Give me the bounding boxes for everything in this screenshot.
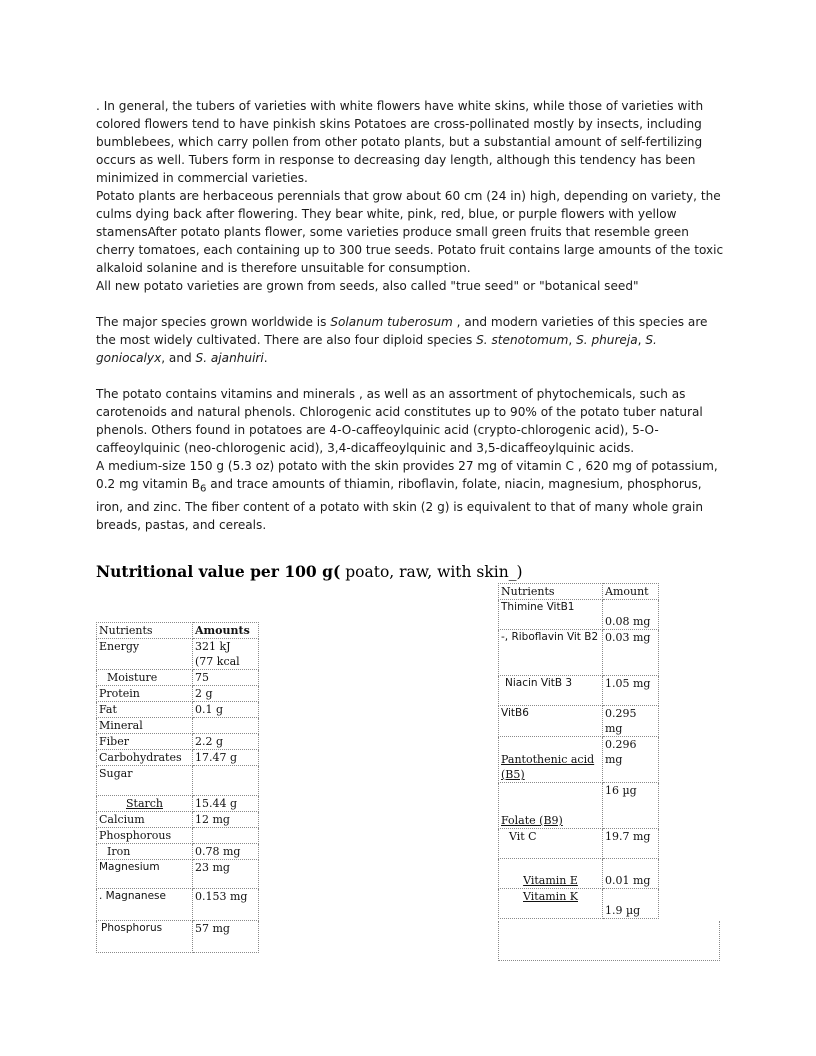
amount-cell: 321 kJ (77 kcal — [193, 639, 259, 670]
nutrient-cell: Phosphorus — [97, 921, 193, 953]
nutrient-cell: . Magnanese — [97, 889, 193, 921]
nutrition-table-right — [498, 583, 659, 919]
amount-cell: 0.08 mg — [603, 600, 659, 630]
table-row — [499, 706, 659, 737]
header-cell: Nutrients — [97, 623, 193, 639]
table-row — [97, 670, 259, 686]
amount-cell: 0.153 mg — [193, 889, 259, 921]
amount-cell: 75 — [193, 670, 259, 686]
table-row — [499, 783, 659, 829]
amount-cell: 17.47 g — [193, 750, 259, 766]
amount-cell: 12 mg — [193, 812, 259, 828]
amount-cell — [193, 828, 259, 844]
header-cell: Amount — [603, 584, 659, 600]
nutrition-table-left — [96, 622, 259, 953]
amount-cell: 0.78 mg — [193, 844, 259, 860]
table-row — [97, 860, 259, 889]
amount-cell: 2.2 g — [193, 734, 259, 750]
amount-cell: 0.295 mg — [603, 706, 659, 737]
amount-cell: 16 µg — [603, 783, 659, 829]
paragraph-plant-description: Potato plants are herbaceous perennials that grow about 60 cm (24 in) high, depending on variety, the culms dying back after flowering. They bear white, pink, red, blue, or purple flowers with yellow stamensAfter potato plants flower, some varieties produce small green fruits that resemble green cherry tomatoes, each containing up to 300 true seeds. Potato fruit contains large amounts of the toxic alkaloid solanine and is therefore unsuitable for consumption. — [96, 189, 724, 275]
amount-cell: 0.1 g — [193, 702, 259, 718]
amount-cell — [193, 766, 259, 796]
paragraph-vitamins: A medium-size 150 g (5.3 oz) potato with the skin provides 27 mg of vitamin C , 620 mg of potassium, 0.2 mg vitamin $B_6$ and trace amounts of thiamin, riboflavin, folate, niacin, magnesium, phosphorus, iron, and zinc. The fiber content of a potato with skin (2 g) is equivalent to that of many whole grain breads, pastas, and cereals. — [96, 459, 718, 533]
table-row — [499, 737, 659, 783]
amount-cell: 19.7 mg — [603, 829, 659, 859]
nutrient-cell: Pantothenic acid (B5) — [499, 737, 603, 783]
paragraph-seeds: All new potato varieties are grown from seeds, also called "true seed" or "botanical seed" — [96, 279, 639, 293]
amount-cell: 0.01 mg — [603, 859, 659, 889]
amount-cell — [193, 718, 259, 734]
table-row — [499, 889, 659, 919]
header-cell: Amounts — [193, 623, 259, 639]
nutrient-cell: Iron — [97, 844, 193, 860]
amount-cell: 1.05 mg — [603, 676, 659, 706]
nutrient-cell: Carbohydrates — [97, 750, 193, 766]
table-row — [499, 600, 659, 630]
nutrient-cell: -, Riboflavin Vit B2 — [499, 630, 603, 676]
nutrient-cell: Folate (B9) — [499, 783, 603, 829]
table-row — [97, 766, 259, 796]
table-row — [97, 844, 259, 860]
nutrient-cell: Energy — [97, 639, 193, 670]
nutrient-cell: Magnesium — [97, 860, 193, 889]
table-row — [97, 734, 259, 750]
nutrient-cell: Starch — [97, 796, 193, 812]
nutrient-cell: Protein — [97, 686, 193, 702]
nutrient-cell: Mineral — [97, 718, 193, 734]
paragraph-phytochemicals: The potato contains vitamins and minerals , as well as an assortment of phytochemicals, such as carotenoids and natural phenols. Chlorogenic acid constitutes up to 90% of the potato tuber natural phenols. Others found in potatoes are 4-O-caffeoylquinic acid (crypto-chlorogenic acid), 5-O-caffeoylquinic (neo-chlorogenic acid), 3,4-dicaffeoylquinic and 3,5-dicaffeoylquinic acids. — [96, 387, 703, 455]
nutrition-heading: Nutritional value per 100 g( poato, raw, with skin_) — [96, 562, 523, 581]
amount-cell: 57 mg — [193, 921, 259, 953]
header-cell: Nutrients — [499, 584, 603, 600]
table-row — [97, 639, 259, 670]
nutrient-cell: Moisture — [97, 670, 193, 686]
amount-cell: 0.296 mg — [603, 737, 659, 783]
table-header-row — [97, 623, 259, 639]
nutrient-cell: VitB6 — [499, 706, 603, 737]
nutrient-cell: Vitamin E — [499, 859, 603, 889]
nutrient-cell: Vitamin K — [499, 889, 603, 919]
table-row — [97, 812, 259, 828]
amount-cell: 1.9 µg — [603, 889, 659, 919]
nutrient-cell: Thimine VitB1 — [499, 600, 603, 630]
table-row — [97, 702, 259, 718]
table-row — [499, 829, 659, 859]
amount-cell: 15.44 g — [193, 796, 259, 812]
amount-cell: 2 g — [193, 686, 259, 702]
paragraph-species: The major species grown worldwide is Solanum tuberosum , and modern varieties of this species are the most widely cultivated. There are also four diploid species S. stenotomum, S. phureja, S. goniocalyx, and S. ajanhuiri. — [96, 315, 708, 365]
table-row — [97, 828, 259, 844]
table-header-row — [499, 584, 659, 600]
table-row — [97, 796, 259, 812]
nutrient-cell: Niacin VitB 3 — [499, 676, 603, 706]
table-row — [499, 630, 659, 676]
nutrient-cell: Phosphorous — [97, 828, 193, 844]
table-row — [97, 750, 259, 766]
table-row — [97, 889, 259, 921]
table-row — [97, 921, 259, 953]
amount-cell: 23 mg — [193, 860, 259, 889]
nutrient-cell: Fat — [97, 702, 193, 718]
nutrient-cell: Fiber — [97, 734, 193, 750]
body-text — [96, 97, 726, 534]
nutrient-cell: Vit C — [499, 829, 603, 859]
paragraph-flowers-pollination: . In general, the tubers of varieties with white flowers have white skins, while those of varieties with colored flowers tend to have pinkish skins Potatoes are cross-pollinated mostly by insects, including bumblebees, which carry pollen from other potato plants, but a substantial amount of self-fertilizing occurs as well. Tubers form in response to decreasing day length, although this tendency has been minimized in commercial varieties. — [96, 99, 704, 185]
nutrient-cell: Calcium — [97, 812, 193, 828]
table-row — [499, 859, 659, 889]
table-row — [97, 718, 259, 734]
table-row — [97, 686, 259, 702]
empty-table-row — [498, 921, 720, 961]
nutrient-cell: Sugar — [97, 766, 193, 796]
table-row — [499, 676, 659, 706]
amount-cell: 0.03 mg — [603, 630, 659, 676]
